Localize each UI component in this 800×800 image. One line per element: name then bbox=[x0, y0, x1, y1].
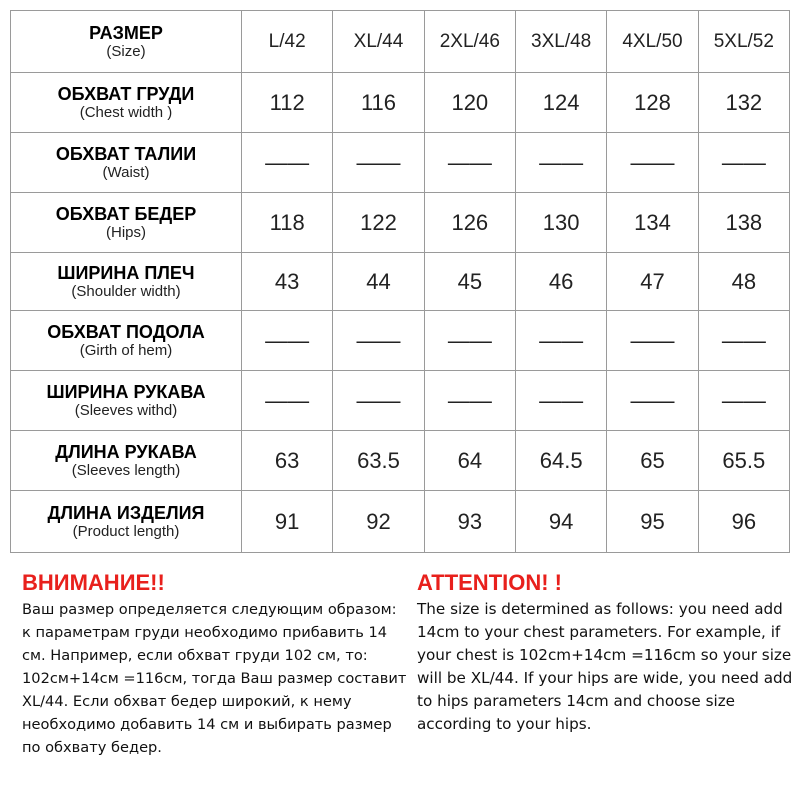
row-label-en: (Girth of hem) bbox=[79, 341, 173, 359]
measurement-value: —— bbox=[356, 387, 401, 413]
measurement-cell bbox=[242, 371, 333, 431]
row-label-ru: ОБХВАТ ГРУДИ bbox=[57, 83, 195, 104]
measurement-value: —— bbox=[447, 327, 492, 353]
measurement-cell bbox=[698, 371, 789, 431]
measurement-cell bbox=[698, 73, 789, 133]
measurement-value: —— bbox=[265, 327, 310, 353]
notice-ru-title: ВНИМАНИЕ!! bbox=[22, 570, 165, 595]
measurement-value: —— bbox=[630, 149, 675, 175]
measurement-cell bbox=[607, 73, 698, 133]
notice-en-text: The size is determined as follows: you need add 14cm to your chest parameters. For example, if your chest is 102cm+14cm =116cm so your size will be XL/44. If your hips are wide, you need add to hips parameters 14cm and choose size according to your hips. bbox=[417, 600, 793, 733]
measurement-value: —— bbox=[721, 327, 766, 353]
measurement-cell bbox=[424, 253, 515, 311]
measurement-cell bbox=[242, 431, 333, 491]
row-label-cell bbox=[11, 253, 242, 311]
measurement-cell bbox=[424, 371, 515, 431]
row-label-ru: ШИРИНА РУКАВА bbox=[46, 381, 206, 402]
measurement-cell bbox=[242, 73, 333, 133]
measurement-cell bbox=[607, 491, 698, 553]
measurement-cell bbox=[424, 311, 515, 371]
measurement-value: 116 bbox=[360, 89, 397, 115]
notice-english bbox=[417, 570, 800, 736]
measurement-cell bbox=[242, 311, 333, 371]
row-label-ru: ОБХВАТ ПОДОЛА bbox=[47, 321, 205, 342]
row-label-ru: ШИРИНА ПЛЕЧ bbox=[57, 262, 195, 283]
measurement-value: —— bbox=[265, 149, 310, 175]
measurement-cell bbox=[424, 133, 515, 193]
measurement-value: 45 bbox=[457, 268, 483, 294]
measurement-value: —— bbox=[721, 149, 766, 175]
measurement-value: 95 bbox=[640, 508, 665, 534]
row-label-en: (Sleeves withd) bbox=[74, 401, 178, 419]
measurement-cell bbox=[515, 73, 606, 133]
measurement-value: 134 bbox=[634, 209, 671, 235]
measurement-cell bbox=[607, 253, 698, 311]
table-row bbox=[11, 311, 790, 371]
row-label-ru: ДЛИНА ИЗДЕЛИЯ bbox=[47, 502, 205, 523]
measurement-value: 47 bbox=[640, 268, 665, 294]
row-label-en: (Chest width ) bbox=[79, 103, 173, 121]
measurement-value: —— bbox=[265, 387, 310, 413]
measurement-value: 63.5 bbox=[357, 447, 400, 473]
header-label-cell bbox=[11, 11, 242, 73]
measurement-cell bbox=[607, 193, 698, 253]
measurement-cell bbox=[242, 491, 333, 553]
row-label-en: (Waist) bbox=[102, 163, 150, 181]
size-header-cell bbox=[333, 11, 424, 73]
measurement-value: —— bbox=[447, 387, 492, 413]
measurement-value: 112 bbox=[269, 89, 305, 115]
size-header-cell bbox=[698, 11, 789, 73]
measurement-value: 130 bbox=[542, 209, 580, 235]
measurement-cell bbox=[515, 491, 606, 553]
measurement-cell bbox=[515, 193, 606, 253]
measurement-cell bbox=[424, 431, 515, 491]
measurement-value: 92 bbox=[366, 508, 391, 534]
row-label-cell bbox=[11, 371, 242, 431]
table-row bbox=[11, 253, 790, 311]
measurement-value: 122 bbox=[360, 209, 397, 235]
measurement-cell bbox=[607, 371, 698, 431]
measurement-value: —— bbox=[356, 149, 401, 175]
measurement-value: 46 bbox=[548, 268, 574, 294]
table-row bbox=[11, 73, 790, 133]
size-chart-table bbox=[10, 10, 790, 553]
measurement-value: 94 bbox=[548, 508, 574, 534]
measurement-cell bbox=[515, 311, 606, 371]
row-label-cell bbox=[11, 311, 242, 371]
row-label-en: (Hips) bbox=[106, 223, 146, 241]
header-label-ru: РАЗМЕР bbox=[89, 22, 163, 43]
row-label-cell bbox=[11, 491, 242, 553]
measurement-cell bbox=[333, 73, 424, 133]
measurement-cell bbox=[333, 491, 424, 553]
measurement-value: 43 bbox=[274, 268, 300, 294]
row-label-en: (Product length) bbox=[72, 522, 180, 540]
measurement-value: 48 bbox=[731, 268, 757, 294]
measurement-cell bbox=[515, 133, 606, 193]
measurement-value: —— bbox=[539, 387, 584, 413]
size-header: 4XL/50 bbox=[622, 30, 683, 52]
table-row bbox=[11, 371, 790, 431]
measurement-cell bbox=[333, 311, 424, 371]
measurement-value: 65 bbox=[640, 447, 665, 473]
measurement-value: 64.5 bbox=[539, 447, 583, 473]
table-row bbox=[11, 133, 790, 193]
size-header-cell bbox=[242, 11, 333, 73]
size-header: 5XL/52 bbox=[713, 30, 774, 52]
measurement-value: 96 bbox=[731, 508, 757, 534]
measurement-cell bbox=[607, 431, 698, 491]
row-label-cell bbox=[11, 133, 242, 193]
measurement-value: 65.5 bbox=[722, 447, 766, 473]
measurement-cell bbox=[698, 431, 789, 491]
measurement-cell bbox=[424, 491, 515, 553]
measurement-value: —— bbox=[539, 327, 584, 353]
measurement-cell bbox=[607, 133, 698, 193]
measurement-value: 126 bbox=[451, 209, 489, 235]
row-label-cell bbox=[11, 431, 242, 491]
measurement-value: —— bbox=[630, 387, 675, 413]
row-label-cell bbox=[11, 193, 242, 253]
measurement-cell bbox=[698, 253, 789, 311]
measurement-value: 91 bbox=[274, 508, 300, 534]
row-label-cell bbox=[11, 73, 242, 133]
notice-ru-text: Ваш размер определяется следующим образом: к параметрам груди необходимо прибавить 14 см. Например, если обхват груди 102 см, то: 102см+14см =116см, тогда Ваш размер составит XL/44. Если обхват бедер широкий, к нему необходимо добавить 14 см и выбирать размер по обхвату бедер. bbox=[22, 601, 407, 756]
measurement-cell bbox=[333, 133, 424, 193]
measurement-cell bbox=[424, 73, 515, 133]
measurement-value: —— bbox=[356, 327, 401, 353]
measurement-value: 118 bbox=[269, 209, 305, 235]
measurement-cell bbox=[333, 371, 424, 431]
size-header-cell bbox=[424, 11, 515, 73]
row-label-en: (Sleeves length) bbox=[71, 461, 181, 479]
measurement-cell bbox=[607, 311, 698, 371]
measurement-cell bbox=[333, 431, 424, 491]
measurement-value: 63 bbox=[274, 447, 300, 473]
measurement-cell bbox=[698, 491, 789, 553]
notice-russian bbox=[22, 570, 407, 759]
measurement-cell bbox=[242, 253, 333, 311]
measurement-value: —— bbox=[721, 387, 766, 413]
table-row bbox=[11, 491, 790, 553]
size-chart-body bbox=[11, 11, 790, 553]
row-label-ru: ДЛИНА РУКАВА bbox=[55, 441, 197, 462]
row-label-ru: ОБХВАТ БЕДЕР bbox=[55, 203, 197, 224]
measurement-value: 132 bbox=[725, 89, 763, 115]
measurement-cell bbox=[698, 133, 789, 193]
measurement-value: 138 bbox=[725, 209, 763, 235]
measurement-value: —— bbox=[447, 149, 492, 175]
measurement-cell bbox=[698, 311, 789, 371]
measurement-value: 64 bbox=[457, 447, 483, 473]
row-label-en: (Shoulder width) bbox=[71, 282, 181, 300]
measurement-cell bbox=[698, 193, 789, 253]
header-row bbox=[11, 11, 790, 73]
size-header-cell bbox=[607, 11, 698, 73]
measurement-value: —— bbox=[539, 149, 584, 175]
size-header: L/42 bbox=[268, 30, 306, 52]
measurement-cell bbox=[242, 133, 333, 193]
measurement-value: 120 bbox=[451, 89, 489, 115]
measurement-value: 93 bbox=[457, 508, 483, 534]
measurement-value: 44 bbox=[366, 268, 391, 294]
measurement-value: —— bbox=[630, 327, 675, 353]
size-header: XL/44 bbox=[353, 30, 404, 52]
measurement-cell bbox=[515, 253, 606, 311]
measurement-value: 128 bbox=[634, 89, 671, 115]
row-label-ru: ОБХВАТ ТАЛИИ bbox=[55, 143, 197, 164]
measurement-cell bbox=[242, 193, 333, 253]
measurement-value: 124 bbox=[542, 89, 580, 115]
table-row bbox=[11, 193, 790, 253]
measurement-cell bbox=[333, 253, 424, 311]
measurement-cell bbox=[424, 193, 515, 253]
size-header: 3XL/48 bbox=[531, 30, 592, 52]
measurement-cell bbox=[515, 371, 606, 431]
notice-en-title: ATTENTION! ! bbox=[417, 570, 563, 595]
size-header-cell bbox=[515, 11, 606, 73]
table-row bbox=[11, 431, 790, 491]
size-header: 2XL/46 bbox=[439, 30, 500, 52]
measurement-cell bbox=[515, 431, 606, 491]
header-label-en: (Size) bbox=[106, 42, 146, 60]
measurement-cell bbox=[333, 193, 424, 253]
